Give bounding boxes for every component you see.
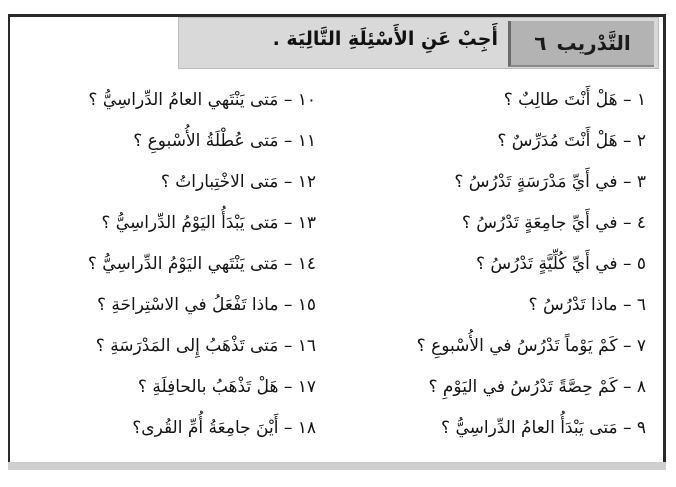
exercise-frame <box>8 14 666 469</box>
question-10: ١٠ – مَتى يَنْتَهي العامُ الدِّراسِيُّ ؟ <box>88 90 316 110</box>
question-17: ١٧ – هَلْ تَذْهَبُ بالحافِلَةِ ؟ <box>137 377 316 397</box>
exercise-label: التَّدْريب <box>556 31 631 55</box>
question-1: ١ – هَلْ أَنْتَ طالِبٌ ؟ <box>503 90 646 110</box>
question-4: ٤ – في أَيِّ جامِعَةٍ تَدْرُسُ ؟ <box>461 213 646 233</box>
question-15: ١٥ – ماذا تَفْعَلُ في الاسْتِراحَةِ ؟ <box>96 295 316 315</box>
question-2: ٢ – هَلْ أَنْتَ مُدَرِّسٌ ؟ <box>497 131 646 151</box>
question-18: ١٨ – أَيْنَ جامِعَةُ أُمِّ القُرى؟ <box>132 418 316 438</box>
question-16: ١٦ – مَتى تَذْهَبُ إِلى المَدْرَسَةِ ؟ <box>95 336 316 356</box>
exercise-number: ٦ <box>534 31 547 55</box>
question-5: ٥ – في أَيِّ كُلِّيَّةٍ تَدْرُسُ ؟ <box>476 254 646 274</box>
question-8: ٨ – كَمْ حِصَّةً تَدْرُسُ في اليَوْمِ ؟ <box>428 377 646 397</box>
question-9: ٩ – مَتى يَبْدَأُ العامُ الدِّراسِيُّ ؟ <box>441 418 646 438</box>
question-6: ٦ – ماذا تَدْرُسُ ؟ <box>528 295 646 315</box>
question-3: ٣ – في أَيِّ مَدْرَسَةٍ تَدْرُسُ ؟ <box>454 172 646 192</box>
question-11: ١١ – مَتى عُطْلَةُ الأُسْبوعِ ؟ <box>133 131 316 151</box>
frame-shadow <box>8 462 666 470</box>
question-12: ١٢ – مَتى الاخْتِباراتُ ؟ <box>160 172 316 192</box>
exercise-instruction: أَجِبْ عَنِ الأَسْئِلَةِ التَّالِيَة . <box>272 28 498 50</box>
exercise-header <box>178 17 659 69</box>
exercise-badge <box>508 21 654 67</box>
question-13: ١٣ – مَتى يَبْدَأُ اليَوْمُ الدِّراسِيُّ ؟ <box>101 213 316 233</box>
question-14: ١٤ – مَتى يَنْتَهي اليَوْمُ الدِّراسِيُّ ؟ <box>87 254 316 274</box>
question-7: ٧ – كَمْ يَوْماً تَدْرُسُ في الأُسْبوعِ ؟ <box>416 336 646 356</box>
